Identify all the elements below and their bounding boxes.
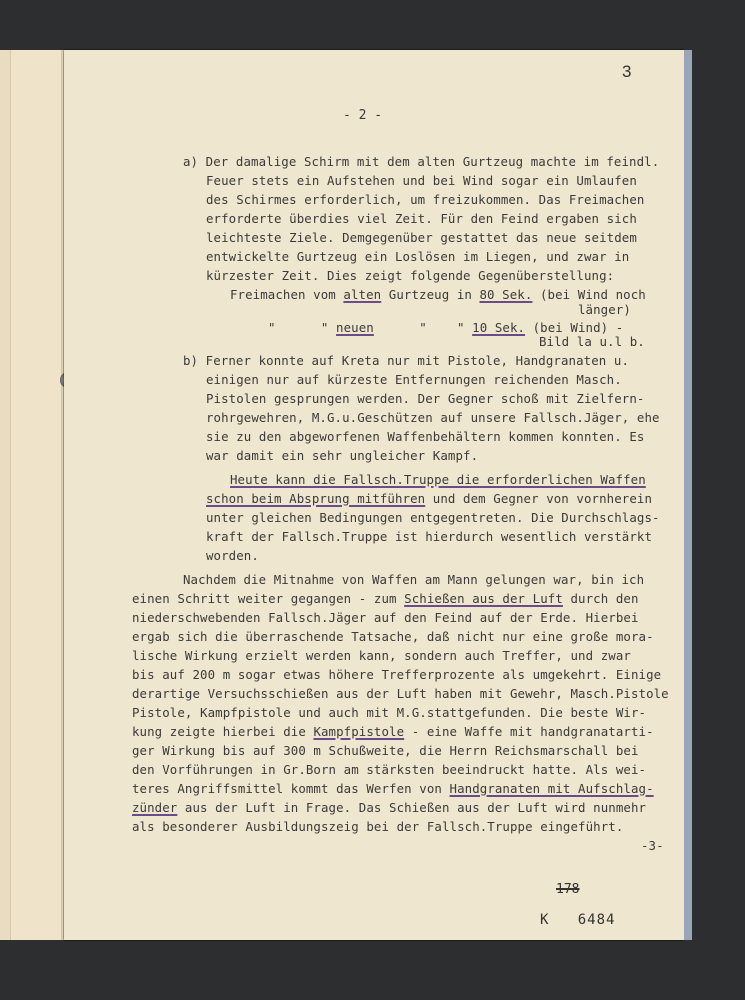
text-line (230, 470, 646, 489)
text-line: teres Angriffsmittel kommt das Werfen von Handgranaten mit Aufschlag- (132, 781, 654, 796)
page-edge (684, 50, 692, 940)
text-line: kraft der Fallsch.Truppe ist hierdurch wesentlich verstärkt (206, 529, 653, 544)
text-line: zünder aus der Luft in Frage. Das Schießen aus der Luft wird nunmehr (132, 800, 647, 815)
text-line: kung zeigte hierbei die Kampfpistole - eine Waffe mit handgranatarti- (132, 724, 654, 739)
text-line: -3- (641, 838, 664, 853)
text-line: einigen nur auf kürzeste Entfernungen reichenden Masch. (206, 372, 622, 387)
underlined-text: alten (343, 287, 382, 302)
text-line: schon beim Absprung mitführen und dem Gegner von vornherein (206, 491, 653, 506)
text-line: sie zu den abgeworfenen Waffenbehältern kommen konnten. Es (206, 429, 645, 444)
page-header: - 2 - (343, 108, 383, 123)
text-line: Pistolen gesprungen werden. Der Gegner schoß mit Zielfern- (206, 391, 645, 406)
text-line: ger Wirkung bis auf 300 m Schußweite, die Herrn Reichsmarschall bei (132, 743, 639, 758)
text-line: war damit ein sehr ungleicher Kampf. (206, 448, 479, 463)
text-line: Feuer stets ein Aufstehen und bei Wind sogar ein Umlaufen (206, 173, 637, 188)
text-line: rohrgewehren, M.G.u.Geschützen auf unsere Fallsch.Jäger, ehe (206, 410, 660, 425)
text-line: einen Schritt weiter gegangen - zum Schießen aus der Luft durch den (132, 591, 639, 606)
underlined-text: 80 Sek. (479, 287, 533, 302)
text-line: des Schirmes erforderlich, um freizukommen. Das Freimachen (206, 192, 645, 207)
page-number-top: 3 (622, 62, 632, 81)
underlined-text: 10 Sek. (472, 320, 526, 335)
text-line: unter gleichen Bedingungen entgegentreten. Die Durchschlags- (206, 510, 660, 525)
underlined-text: Handgranaten mit Aufschlag- (449, 781, 654, 796)
text-line: niederschwebenden Fallsch.Jäger auf den Feind auf der Erde. Hierbei (132, 610, 639, 625)
text-line: entwickelte Gurtzeug ein Loslösen im Liegen, und zwar in (206, 249, 630, 264)
text-line: bis auf 200 m sogar etwas höhere Trefferprozente als umgekehrt. Einige (132, 667, 662, 682)
folder-binding (0, 50, 71, 940)
folder-flap (10, 50, 62, 940)
underlined-text: Schießen aus der Luft (404, 591, 563, 606)
text-line: leichteste Ziele. Demgegenüber gestattet das neue seitdem (206, 230, 637, 245)
text-line: Pistole, Kampfpistole und auch mit M.G.stattgefunden. Die beste Wir- (132, 705, 647, 720)
text-line: Freimachen vom alten Gurtzeug in 80 Sek. (bei Wind noch (230, 287, 646, 302)
archive-reference: K 6484 (540, 912, 616, 928)
text-line: worden. (206, 548, 259, 563)
text-line: Nachdem die Mitnahme von Waffen am Mann gelungen war, bin ich (183, 572, 645, 587)
text-line: den Vorführungen in Gr.Born am stärksten beeindruckt hatte. Als wei- (132, 762, 647, 777)
underlined-text: zünder (132, 800, 178, 815)
text-line: kürzester Zeit. Dies zeigt folgende Gegenüberstellung: (206, 268, 615, 283)
text-line: Bild la u.l b. (539, 334, 645, 349)
text-line: b) Ferner konnte auf Kreta nur mit Pistole, Handgranaten u. (183, 353, 630, 368)
text-line: erforderte überdies viel Zeit. Für den Feind ergaben sich (206, 211, 637, 226)
underlined-text: Heute kann die Fallsch.Truppe die erforderlichen Waffen (230, 472, 646, 487)
underlined-text: Kampfpistole (313, 724, 405, 739)
text-line: lische Wirkung erzielt werden kann, sondern auch Treffer, und zwar (132, 648, 631, 663)
underlined-text: schon beim Absprung mitführen (206, 491, 426, 506)
underlined-text: neuen (336, 320, 374, 335)
struck-stamp-number: 178 (556, 882, 580, 897)
text-line: ergab sich die überraschende Tatsache, daß nicht nur eine große mora- (132, 629, 654, 644)
text-line: derartige Versuchsschießen aus der Luft haben mit Gewehr, Masch.Pistole (132, 686, 669, 701)
text-line: a) Der damalige Schirm mit dem alten Gurtzeug machte im feindl. (183, 154, 660, 169)
text-line: als besonderer Ausbildungszeig bei der Fallsch.Truppe eingeführt. (132, 819, 624, 834)
text-line: " " neuen " " 10 Sek. (bei Wind) - (268, 320, 624, 335)
text-line: länger) (578, 302, 631, 317)
